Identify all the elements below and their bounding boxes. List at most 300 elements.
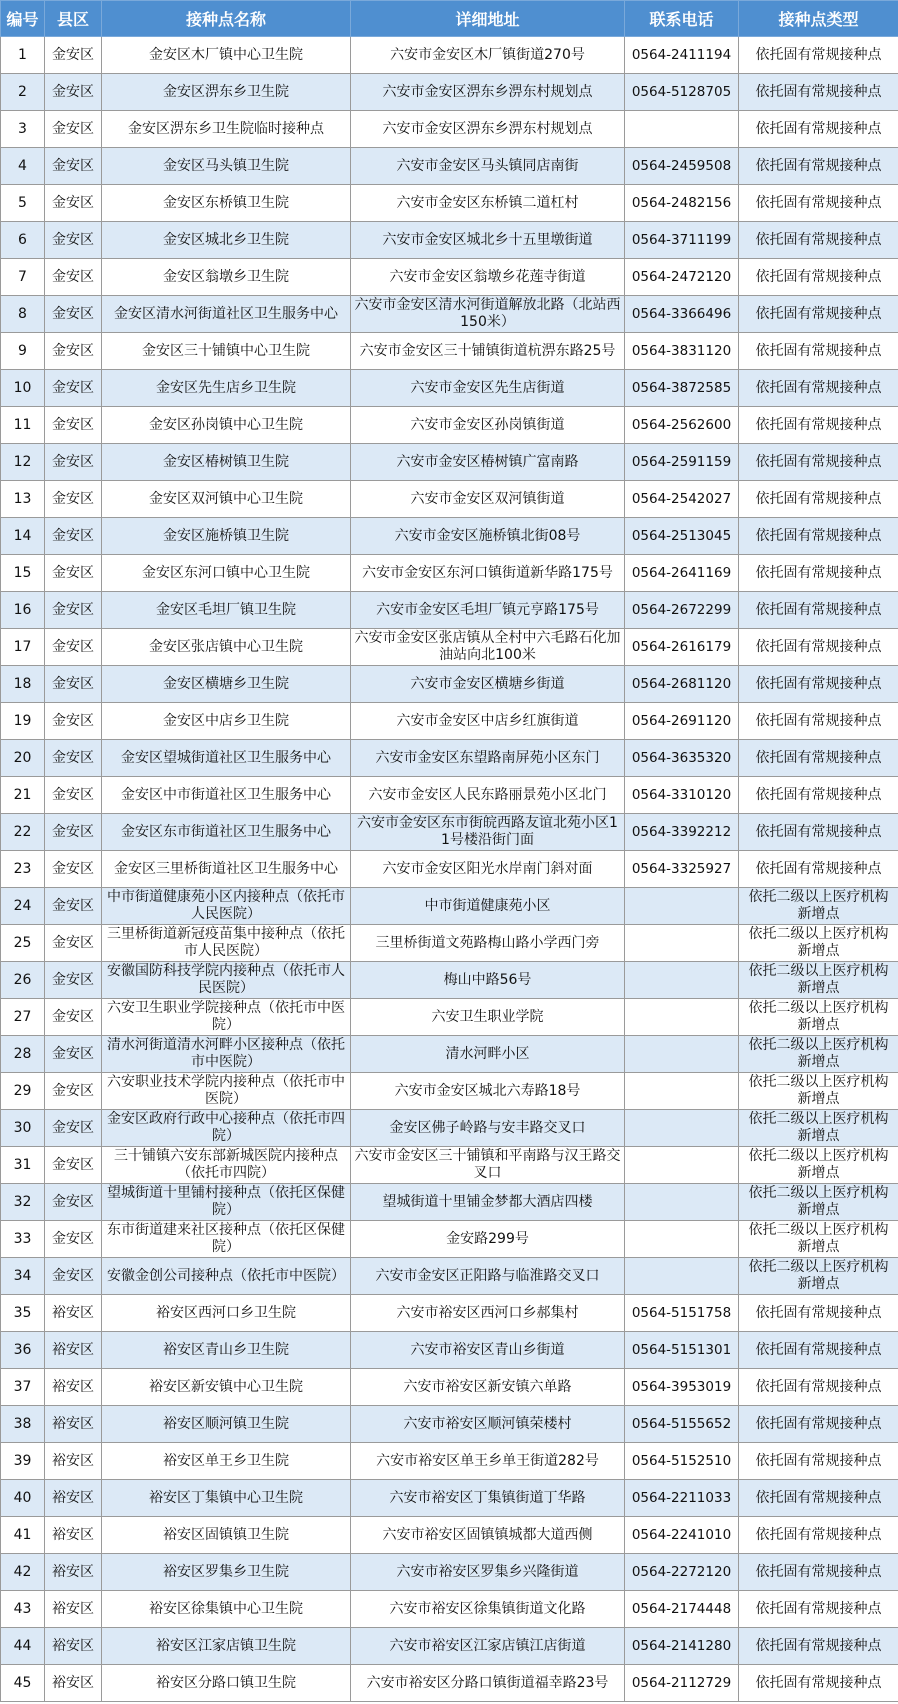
cell-site-type: 依托二级以上医疗机构新增点 [739, 962, 898, 999]
cell-district: 裕安区 [45, 1628, 102, 1665]
cell-address: 六安市裕安区丁集镇街道丁华路 [351, 1480, 625, 1517]
table-row [1, 148, 898, 185]
cell-number: 21 [1, 777, 45, 814]
cell-phone: 0564-2459508 [625, 148, 739, 185]
cell-number: 28 [1, 1036, 45, 1073]
cell-phone: 0564-3392212 [625, 814, 739, 851]
cell-number: 20 [1, 740, 45, 777]
cell-district: 金安区 [45, 777, 102, 814]
cell-phone: 0564-2616179 [625, 629, 739, 666]
table-row [1, 1554, 898, 1591]
cell-address: 望城街道十里铺金梦都大酒店四楼 [351, 1184, 625, 1221]
cell-number: 4 [1, 148, 45, 185]
cell-phone: 0564-2641169 [625, 555, 739, 592]
cell-phone [625, 1036, 739, 1073]
cell-address: 六安市金安区城北六寿路18号 [351, 1073, 625, 1110]
cell-address: 六安市金安区木厂镇街道270号 [351, 37, 625, 74]
table-row [1, 1221, 898, 1258]
cell-number: 25 [1, 925, 45, 962]
cell-address: 六安市金安区阳光水岸南门斜对面 [351, 851, 625, 888]
cell-address: 六安市金安区三十铺镇和平南路与汉王路交叉口 [351, 1147, 625, 1184]
table-row [1, 1184, 898, 1221]
cell-phone [625, 1110, 739, 1147]
cell-number: 5 [1, 185, 45, 222]
cell-number: 17 [1, 629, 45, 666]
cell-address: 中市街道健康苑小区 [351, 888, 625, 925]
cell-district: 金安区 [45, 925, 102, 962]
cell-site-type: 依托固有常规接种点 [739, 1628, 898, 1665]
cell-address: 六安市金安区东望路南屏苑小区东门 [351, 740, 625, 777]
cell-site-name: 裕安区罗集乡卫生院 [102, 1554, 351, 1591]
cell-site-type: 依托固有常规接种点 [739, 703, 898, 740]
cell-address: 清水河畔小区 [351, 1036, 625, 1073]
cell-address: 六安市金安区三十铺镇街道杭淠东路25号 [351, 333, 625, 370]
cell-address: 六安市裕安区西河口乡郝集村 [351, 1295, 625, 1332]
cell-district: 金安区 [45, 296, 102, 333]
cell-address: 六安市金安区淠东乡淠东村规划点 [351, 74, 625, 111]
cell-site-name: 清水河街道清水河畔小区接种点（依托市中医院） [102, 1036, 351, 1073]
cell-number: 11 [1, 407, 45, 444]
table-row [1, 74, 898, 111]
cell-address: 六安市金安区东市街皖西路友谊北苑小区11号楼沿街门面 [351, 814, 625, 851]
cell-site-name: 三里桥街道新冠疫苗集中接种点（依托市人民医院） [102, 925, 351, 962]
table-row [1, 777, 898, 814]
cell-number: 27 [1, 999, 45, 1036]
cell-site-type: 依托固有常规接种点 [739, 1591, 898, 1628]
cell-site-name: 裕安区固镇镇卫生院 [102, 1517, 351, 1554]
cell-site-type: 依托二级以上医疗机构新增点 [739, 1147, 898, 1184]
cell-phone [625, 111, 739, 148]
table-row [1, 666, 898, 703]
cell-district: 金安区 [45, 962, 102, 999]
cell-site-type: 依托二级以上医疗机构新增点 [739, 1258, 898, 1295]
cell-site-name: 金安区清水河街道社区卫生服务中心 [102, 296, 351, 333]
cell-site-name: 金安区椿树镇卫生院 [102, 444, 351, 481]
table-row [1, 814, 898, 851]
cell-district: 金安区 [45, 629, 102, 666]
cell-site-type: 依托固有常规接种点 [739, 740, 898, 777]
cell-district: 金安区 [45, 518, 102, 555]
cell-site-type: 依托二级以上医疗机构新增点 [739, 1036, 898, 1073]
cell-site-name: 金安区马头镇卫生院 [102, 148, 351, 185]
cell-district: 裕安区 [45, 1443, 102, 1480]
cell-address: 六安市裕安区固镇镇城都大道西侧 [351, 1517, 625, 1554]
cell-site-type: 依托二级以上医疗机构新增点 [739, 888, 898, 925]
cell-site-type: 依托固有常规接种点 [739, 666, 898, 703]
table-row [1, 1406, 898, 1443]
cell-district: 金安区 [45, 148, 102, 185]
cell-site-type: 依托二级以上医疗机构新增点 [739, 1184, 898, 1221]
cell-site-name: 金安区政府行政中心接种点（依托市四院） [102, 1110, 351, 1147]
cell-phone: 0564-2691120 [625, 703, 739, 740]
cell-site-type: 依托固有常规接种点 [739, 185, 898, 222]
cell-district: 裕安区 [45, 1480, 102, 1517]
cell-phone: 0564-5152510 [625, 1443, 739, 1480]
cell-district: 金安区 [45, 370, 102, 407]
cell-site-name: 金安区淠东乡卫生院临时接种点 [102, 111, 351, 148]
cell-address: 六安市金安区张店镇从全村中六毛路石化加油站向北100米 [351, 629, 625, 666]
cell-site-name: 金安区东桥镇卫生院 [102, 185, 351, 222]
table-row [1, 592, 898, 629]
cell-site-name: 金安区淠东乡卫生院 [102, 74, 351, 111]
cell-phone: 0564-2513045 [625, 518, 739, 555]
cell-site-name: 金安区木厂镇中心卫生院 [102, 37, 351, 74]
cell-address: 六安市金安区毛坦厂镇元亨路175号 [351, 592, 625, 629]
header-district: 县区 [45, 1, 102, 37]
cell-number: 22 [1, 814, 45, 851]
cell-address: 三里桥街道文苑路梅山路小学西门旁 [351, 925, 625, 962]
cell-site-name: 裕安区单王乡卫生院 [102, 1443, 351, 1480]
cell-number: 24 [1, 888, 45, 925]
table-row [1, 1110, 898, 1147]
cell-number: 13 [1, 481, 45, 518]
table-row [1, 1480, 898, 1517]
cell-number: 1 [1, 37, 45, 74]
cell-phone: 0564-3711199 [625, 222, 739, 259]
table-row [1, 703, 898, 740]
cell-number: 12 [1, 444, 45, 481]
cell-address: 六安市金安区人民东路丽景苑小区北门 [351, 777, 625, 814]
cell-address: 六安市裕安区青山乡街道 [351, 1332, 625, 1369]
cell-address: 梅山中路56号 [351, 962, 625, 999]
cell-address: 六安市金安区翁墩乡花莲寺街道 [351, 259, 625, 296]
cell-address: 六安市裕安区江家店镇江店街道 [351, 1628, 625, 1665]
cell-address: 六安市金安区先生店街道 [351, 370, 625, 407]
header-row [1, 1, 898, 37]
cell-site-name: 安徽金创公司接种点（依托市中医院） [102, 1258, 351, 1295]
cell-site-name: 金安区城北乡卫生院 [102, 222, 351, 259]
cell-phone: 0564-2562600 [625, 407, 739, 444]
cell-phone [625, 962, 739, 999]
cell-site-type: 依托二级以上医疗机构新增点 [739, 1073, 898, 1110]
cell-district: 金安区 [45, 1073, 102, 1110]
cell-address: 六安市裕安区顺河镇荣楼村 [351, 1406, 625, 1443]
cell-site-name: 金安区横塘乡卫生院 [102, 666, 351, 703]
header-site-name: 接种点名称 [102, 1, 351, 37]
cell-phone [625, 1147, 739, 1184]
cell-district: 金安区 [45, 37, 102, 74]
header-site-type: 接种点类型 [739, 1, 898, 37]
header-number: 编号 [1, 1, 45, 37]
table-row [1, 1517, 898, 1554]
table-row [1, 481, 898, 518]
cell-site-name: 安徽国防科技学院内接种点（依托市人民医院） [102, 962, 351, 999]
cell-district: 金安区 [45, 1036, 102, 1073]
cell-site-type: 依托固有常规接种点 [739, 111, 898, 148]
cell-number: 3 [1, 111, 45, 148]
table-row [1, 1147, 898, 1184]
table-row [1, 740, 898, 777]
cell-number: 8 [1, 296, 45, 333]
cell-site-name: 三十铺镇六安东部新城医院内接种点（依托市四院） [102, 1147, 351, 1184]
cell-site-name: 中市街道健康苑小区内接种点（依托市人民医院） [102, 888, 351, 925]
cell-site-name: 裕安区丁集镇中心卫生院 [102, 1480, 351, 1517]
cell-phone: 0564-3366496 [625, 296, 739, 333]
cell-district: 金安区 [45, 740, 102, 777]
cell-site-name: 金安区施桥镇卫生院 [102, 518, 351, 555]
table-body [1, 37, 898, 1702]
table-row [1, 925, 898, 962]
cell-number: 36 [1, 1332, 45, 1369]
cell-address: 六安市金安区孙岗镇街道 [351, 407, 625, 444]
table-row [1, 851, 898, 888]
table-row [1, 999, 898, 1036]
table-row [1, 1665, 898, 1702]
cell-address: 金安区佛子岭路与安丰路交叉口 [351, 1110, 625, 1147]
cell-phone: 0564-2141280 [625, 1628, 739, 1665]
cell-site-name: 裕安区分路口镇卫生院 [102, 1665, 351, 1702]
cell-site-type: 依托固有常规接种点 [739, 444, 898, 481]
cell-site-type: 依托固有常规接种点 [739, 148, 898, 185]
cell-site-name: 金安区毛坦厂镇卫生院 [102, 592, 351, 629]
cell-address: 六安市金安区东桥镇二道杠村 [351, 185, 625, 222]
cell-phone: 0564-2211033 [625, 1480, 739, 1517]
cell-site-type: 依托固有常规接种点 [739, 1406, 898, 1443]
table-row [1, 296, 898, 333]
cell-phone: 0564-5128705 [625, 74, 739, 111]
cell-site-name: 裕安区江家店镇卫生院 [102, 1628, 351, 1665]
cell-phone: 0564-2542027 [625, 481, 739, 518]
cell-site-name: 裕安区徐集镇中心卫生院 [102, 1591, 351, 1628]
cell-site-type: 依托固有常规接种点 [739, 851, 898, 888]
cell-phone: 0564-2272120 [625, 1554, 739, 1591]
cell-phone: 0564-3325927 [625, 851, 739, 888]
cell-site-type: 依托固有常规接种点 [739, 1554, 898, 1591]
cell-number: 6 [1, 222, 45, 259]
cell-site-type: 依托二级以上医疗机构新增点 [739, 1110, 898, 1147]
cell-site-type: 依托固有常规接种点 [739, 592, 898, 629]
cell-address: 六安市金安区清水河街道解放北路（北站西150米） [351, 296, 625, 333]
cell-phone: 0564-3635320 [625, 740, 739, 777]
cell-district: 金安区 [45, 592, 102, 629]
table-row [1, 629, 898, 666]
cell-district: 金安区 [45, 481, 102, 518]
cell-number: 35 [1, 1295, 45, 1332]
cell-address: 六安市金安区双河镇街道 [351, 481, 625, 518]
cell-number: 29 [1, 1073, 45, 1110]
cell-address: 六安市金安区横塘乡街道 [351, 666, 625, 703]
table-row [1, 37, 898, 74]
cell-site-name: 东市街道建来社区接种点（依托区保健院） [102, 1221, 351, 1258]
cell-number: 38 [1, 1406, 45, 1443]
cell-site-type: 依托固有常规接种点 [739, 1665, 898, 1702]
cell-site-name: 裕安区顺河镇卫生院 [102, 1406, 351, 1443]
cell-site-type: 依托固有常规接种点 [739, 1480, 898, 1517]
cell-address: 六安市金安区马头镇同店南街 [351, 148, 625, 185]
cell-site-name: 金安区先生店乡卫生院 [102, 370, 351, 407]
cell-phone: 0564-2174448 [625, 1591, 739, 1628]
cell-address: 六安市金安区淠东乡淠东村规划点 [351, 111, 625, 148]
cell-district: 金安区 [45, 1184, 102, 1221]
cell-phone: 0564-3953019 [625, 1369, 739, 1406]
table-row [1, 1258, 898, 1295]
cell-number: 37 [1, 1369, 45, 1406]
cell-number: 39 [1, 1443, 45, 1480]
cell-district: 裕安区 [45, 1517, 102, 1554]
cell-number: 42 [1, 1554, 45, 1591]
cell-number: 30 [1, 1110, 45, 1147]
table-row [1, 111, 898, 148]
cell-phone: 0564-2482156 [625, 185, 739, 222]
cell-address: 六安市金安区正阳路与临淮路交叉口 [351, 1258, 625, 1295]
cell-district: 金安区 [45, 999, 102, 1036]
cell-phone [625, 888, 739, 925]
cell-number: 15 [1, 555, 45, 592]
cell-phone: 0564-2672299 [625, 592, 739, 629]
cell-site-type: 依托二级以上医疗机构新增点 [739, 999, 898, 1036]
cell-number: 32 [1, 1184, 45, 1221]
cell-number: 14 [1, 518, 45, 555]
cell-phone: 0564-5151758 [625, 1295, 739, 1332]
cell-district: 金安区 [45, 259, 102, 296]
cell-site-type: 依托固有常规接种点 [739, 629, 898, 666]
cell-number: 34 [1, 1258, 45, 1295]
cell-address: 六安市金安区施桥镇北街08号 [351, 518, 625, 555]
cell-phone [625, 1184, 739, 1221]
cell-site-name: 金安区张店镇中心卫生院 [102, 629, 351, 666]
cell-site-type: 依托固有常规接种点 [739, 1295, 898, 1332]
cell-number: 44 [1, 1628, 45, 1665]
cell-site-name: 金安区三里桥街道社区卫生服务中心 [102, 851, 351, 888]
cell-phone [625, 1258, 739, 1295]
cell-district: 金安区 [45, 1258, 102, 1295]
cell-site-name: 金安区中市街道社区卫生服务中心 [102, 777, 351, 814]
table-row [1, 1591, 898, 1628]
cell-district: 金安区 [45, 1221, 102, 1258]
cell-phone: 0564-3310120 [625, 777, 739, 814]
cell-district: 裕安区 [45, 1665, 102, 1702]
cell-site-type: 依托固有常规接种点 [739, 370, 898, 407]
cell-district: 裕安区 [45, 1369, 102, 1406]
cell-site-type: 依托固有常规接种点 [739, 407, 898, 444]
cell-address: 六安卫生职业学院 [351, 999, 625, 1036]
cell-district: 金安区 [45, 444, 102, 481]
cell-site-name: 金安区东河口镇中心卫生院 [102, 555, 351, 592]
cell-site-name: 望城街道十里铺村接种点（依托区保健院） [102, 1184, 351, 1221]
cell-number: 18 [1, 666, 45, 703]
table-row [1, 1332, 898, 1369]
cell-number: 45 [1, 1665, 45, 1702]
cell-site-type: 依托固有常规接种点 [739, 555, 898, 592]
cell-phone [625, 1221, 739, 1258]
cell-phone: 0564-2112729 [625, 1665, 739, 1702]
cell-district: 金安区 [45, 851, 102, 888]
header-phone: 联系电话 [625, 1, 739, 37]
cell-district: 金安区 [45, 407, 102, 444]
table-row [1, 1073, 898, 1110]
cell-site-name: 裕安区青山乡卫生院 [102, 1332, 351, 1369]
cell-phone: 0564-2411194 [625, 37, 739, 74]
cell-phone [625, 1073, 739, 1110]
cell-address: 六安市金安区中店乡红旗街道 [351, 703, 625, 740]
cell-site-type: 依托固有常规接种点 [739, 777, 898, 814]
table-row [1, 1369, 898, 1406]
cell-district: 金安区 [45, 666, 102, 703]
table-row [1, 888, 898, 925]
cell-site-name: 金安区双河镇中心卫生院 [102, 481, 351, 518]
cell-number: 10 [1, 370, 45, 407]
cell-address: 六安市裕安区分路口镇街道福幸路23号 [351, 1665, 625, 1702]
table-row [1, 518, 898, 555]
table-row [1, 1036, 898, 1073]
table-row [1, 407, 898, 444]
table-row [1, 370, 898, 407]
cell-address: 六安市金安区椿树镇广富南路 [351, 444, 625, 481]
cell-district: 裕安区 [45, 1295, 102, 1332]
table-row [1, 185, 898, 222]
cell-site-type: 依托固有常规接种点 [739, 1443, 898, 1480]
cell-site-type: 依托二级以上医疗机构新增点 [739, 925, 898, 962]
cell-phone: 0564-2241010 [625, 1517, 739, 1554]
table-row [1, 1443, 898, 1480]
cell-site-type: 依托固有常规接种点 [739, 1517, 898, 1554]
cell-site-name: 金安区三十铺镇中心卫生院 [102, 333, 351, 370]
cell-site-type: 依托固有常规接种点 [739, 296, 898, 333]
cell-site-type: 依托固有常规接种点 [739, 1332, 898, 1369]
cell-district: 金安区 [45, 185, 102, 222]
cell-address: 六安市裕安区徐集镇街道文化路 [351, 1591, 625, 1628]
cell-district: 裕安区 [45, 1554, 102, 1591]
cell-site-name: 金安区翁墩乡卫生院 [102, 259, 351, 296]
table-row [1, 333, 898, 370]
cell-site-type: 依托固有常规接种点 [739, 814, 898, 851]
cell-district: 金安区 [45, 555, 102, 592]
cell-site-name: 金安区望城街道社区卫生服务中心 [102, 740, 351, 777]
table-header [1, 1, 898, 37]
cell-site-name: 金安区东市街道社区卫生服务中心 [102, 814, 351, 851]
cell-district: 裕安区 [45, 1332, 102, 1369]
cell-phone: 0564-2591159 [625, 444, 739, 481]
cell-address: 六安市裕安区单王乡单王街道282号 [351, 1443, 625, 1480]
cell-district: 金安区 [45, 1110, 102, 1147]
cell-address: 六安市裕安区罗集乡兴隆街道 [351, 1554, 625, 1591]
cell-district: 金安区 [45, 74, 102, 111]
cell-district: 金安区 [45, 111, 102, 148]
cell-district: 金安区 [45, 222, 102, 259]
cell-phone [625, 925, 739, 962]
cell-site-name: 裕安区新安镇中心卫生院 [102, 1369, 351, 1406]
table-row [1, 259, 898, 296]
cell-number: 43 [1, 1591, 45, 1628]
cell-district: 金安区 [45, 814, 102, 851]
cell-district: 金安区 [45, 703, 102, 740]
cell-phone [625, 999, 739, 1036]
cell-site-name: 裕安区西河口乡卫生院 [102, 1295, 351, 1332]
cell-number: 26 [1, 962, 45, 999]
cell-site-type: 依托固有常规接种点 [739, 518, 898, 555]
cell-number: 23 [1, 851, 45, 888]
cell-site-name: 金安区孙岗镇中心卫生院 [102, 407, 351, 444]
cell-phone: 0564-2681120 [625, 666, 739, 703]
cell-site-type: 依托固有常规接种点 [739, 481, 898, 518]
cell-district: 金安区 [45, 333, 102, 370]
cell-number: 40 [1, 1480, 45, 1517]
cell-number: 16 [1, 592, 45, 629]
cell-phone: 0564-5151301 [625, 1332, 739, 1369]
cell-district: 金安区 [45, 1147, 102, 1184]
cell-number: 9 [1, 333, 45, 370]
cell-site-type: 依托固有常规接种点 [739, 333, 898, 370]
cell-site-name: 六安卫生职业学院接种点（依托市中医院） [102, 999, 351, 1036]
cell-site-name: 六安职业技术学院内接种点（依托市中医院） [102, 1073, 351, 1110]
table-row [1, 1628, 898, 1665]
cell-site-type: 依托固有常规接种点 [739, 222, 898, 259]
table-row [1, 222, 898, 259]
cell-district: 裕安区 [45, 1406, 102, 1443]
cell-phone: 0564-3831120 [625, 333, 739, 370]
cell-site-type: 依托固有常规接种点 [739, 259, 898, 296]
cell-phone: 0564-5155652 [625, 1406, 739, 1443]
